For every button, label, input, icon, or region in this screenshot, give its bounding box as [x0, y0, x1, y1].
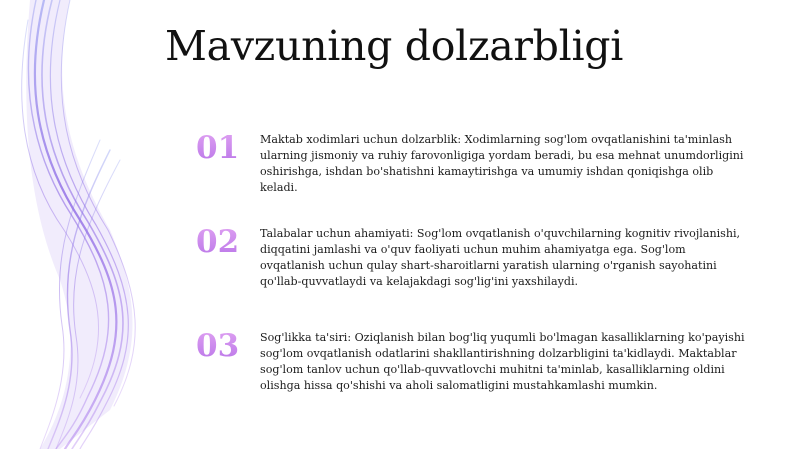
- item-text: Talabalar uchun ahamiyati: Sog'lom ovqatlanish o'quvchilarning kognitiv rivojlanishi, diqqatini jamlashi va o'quv faoliyati uchun muhim ahamiyatga ega. Sog'lom ovqatlanish uchun qulay shart-sharoitlarni yaratish ularning o'rganish sayohatini qo'llab-quvvatlaydi va kelajakdagi sog'lig'ini yaxshilaydi.: [260, 227, 741, 288]
- item-number: 03: [196, 328, 256, 364]
- item-text: Maktab xodimlari uchun dolzarblik: Xodimlarning sog'lom ovqatlanishini ta'minlash ularning jismoniy va ruhiy farovonligiga yordam beradi, bu esa mehnat unumdorligini oshirishga, ishdan bo'shatishni kamaytirishga va umumiy ishdan qoniqishga olib keladi.: [260, 133, 744, 194]
- item-number: 01: [196, 130, 256, 166]
- slide-title: Mavzuning dolzarbligi: [165, 22, 624, 70]
- item-text: Sog'likka ta'siri: Oziqlanish bilan bog'liq yuqumli bo'lmagan kasalliklarning ko'payishi sog'lom ovqatlanish odatlarini shakllantirishning dolzarbligini ta'kidlaydi. Maktablar sog'lom tanlov uchun qo'llab-quvvatlovchi muhitni ta'minlab, kasalliklarning oldini olishga hissa qo'shishi va aholi salomatligini mustahkamlashi mumkin.: [260, 331, 745, 392]
- item-number: 02: [196, 224, 256, 260]
